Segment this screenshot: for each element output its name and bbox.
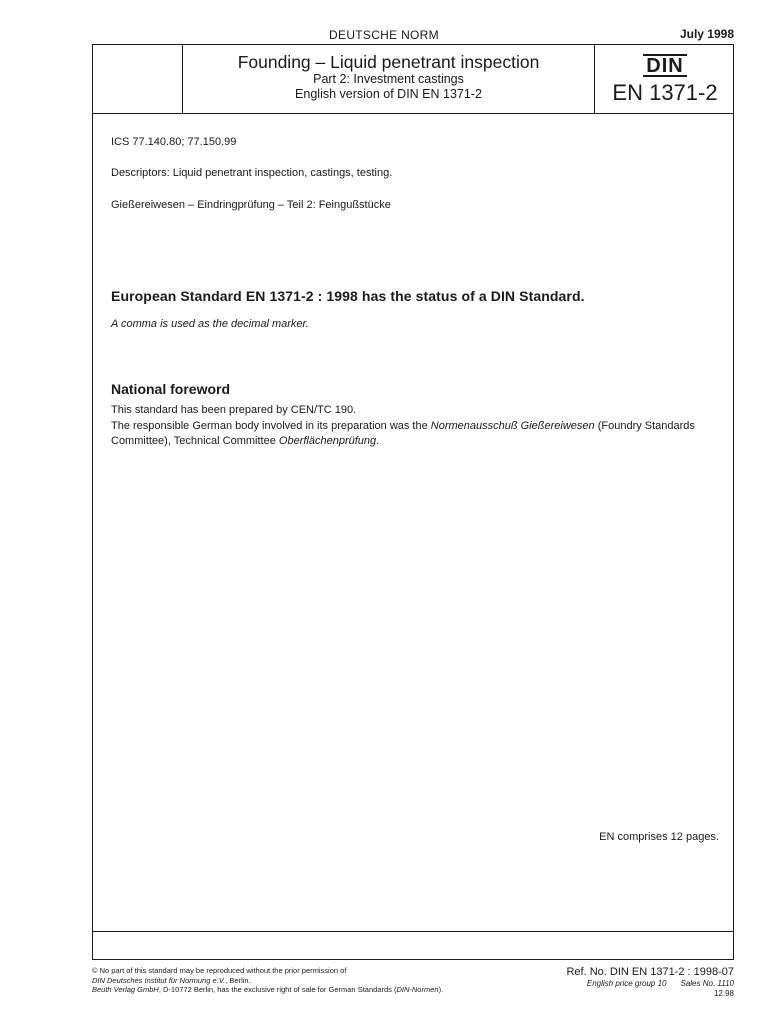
foreword-paragraph-1: This standard has been prepared by CEN/TC 190. — [111, 404, 357, 416]
title-block — [93, 45, 733, 114]
foreword-text-c: . — [376, 435, 380, 447]
descriptors: Descriptors: Liquid penetrant inspection, castings, testing. — [111, 167, 393, 179]
copyright-line-2-rest: , Berlin. — [225, 975, 251, 985]
status-statement: European Standard EN 1371-2 : 1998 has the status of a DIN Standard. — [111, 288, 585, 304]
document-title: Founding – Liquid penetrant inspection — [237, 52, 540, 72]
sales-number: Sales No. 1110 — [680, 979, 734, 988]
price-group: English price group 10 — [586, 979, 667, 988]
din-normen-label: DIN-Normen — [396, 985, 439, 994]
document-frame — [92, 44, 734, 960]
foreword-heading: National foreword — [111, 381, 231, 397]
copyright-notice — [92, 966, 522, 995]
din-institute-name: DIN Deutsches Institut für Normung e.V. — [92, 975, 226, 985]
document-part: Part 2: Investment castings — [313, 72, 464, 86]
copyright-line-3-rest: , D-10772 Berlin, has the exclusive right of sale for German Standards ( — [158, 985, 397, 994]
price-line — [566, 979, 734, 989]
title-block-center — [183, 45, 595, 113]
reference-number: Ref. No. DIN EN 1371-2 : 1998-07 — [566, 966, 734, 978]
copyright-line-3 — [92, 985, 522, 995]
title-block-left-cell — [93, 45, 183, 113]
foreword-text-a: The responsible German body involved in its preparation was the — [111, 420, 431, 432]
publication-date: July 1998 — [679, 27, 734, 41]
copyright-line-3-end: ). — [438, 985, 444, 994]
norm-label: DEUTSCHE NORM — [329, 28, 439, 42]
foreword-paragraph-2 — [111, 419, 719, 449]
german-title: Gießereiwesen – Eindringprüfung – Teil 2: Feingußstücke — [111, 199, 391, 211]
beuth-verlag-name: Beuth Verlag GmbH — [92, 985, 159, 994]
title-block-right — [595, 45, 735, 113]
frame-bottom-divider — [93, 931, 733, 932]
ics-codes: ICS 77.140.80; 77.150.99 — [111, 136, 237, 148]
copyright-line-2 — [92, 976, 522, 986]
reference-block — [566, 966, 734, 999]
document-version: English version of DIN EN 1371-2 — [295, 87, 482, 101]
din-logo: DIN — [643, 54, 686, 77]
print-date-code: 12.98 — [713, 989, 734, 998]
page-count: EN comprises 12 pages. — [599, 831, 719, 843]
committee-name: Normenausschuß Gießereiwesen — [430, 420, 595, 432]
decimal-marker-note: A comma is used as the decimal marker. — [111, 318, 309, 330]
foreword-text-b: (Foundry Standards Committee), Technical Committee — [111, 420, 695, 447]
document-number: EN 1371-2 — [612, 80, 718, 105]
technical-committee-name: Oberflächenprüfung — [278, 435, 377, 447]
copyright-line-1: © No part of this standard may be reproduced without the prior permission of — [92, 966, 347, 975]
